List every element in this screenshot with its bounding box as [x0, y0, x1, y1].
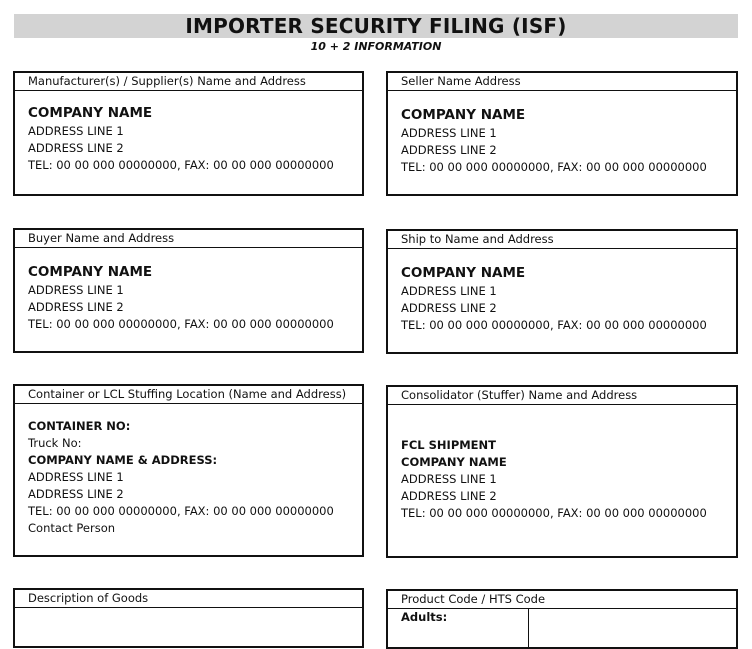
consolidator-shipment: FCL SHIPMENT — [401, 438, 497, 452]
buyer-body — [15, 248, 362, 333]
container-contact-person: Contact Person — [28, 521, 116, 535]
page-subtitle: 10 + 2 INFORMATION — [310, 40, 442, 53]
buyer-address-line-2: ADDRESS LINE 2 — [28, 300, 124, 314]
consolidator-body — [388, 405, 736, 522]
consolidator-address-line-2: ADDRESS LINE 2 — [401, 489, 497, 503]
seller-address-line-1: ADDRESS LINE 1 — [401, 126, 497, 140]
buyer-contact: TEL: 00 00 000 00000000, FAX: 00 00 000 00000000 — [28, 317, 334, 331]
ship-to-address-line-2: ADDRESS LINE 2 — [401, 301, 497, 315]
manufacturer-address-line-1: ADDRESS LINE 1 — [28, 124, 124, 138]
product-header: Product Code / HTS Code — [388, 591, 736, 609]
seller-box — [386, 71, 738, 196]
manufacturer-header: Manufacturer(s) / Supplier(s) Name and Address — [15, 73, 362, 91]
container-address-line-1: ADDRESS LINE 1 — [28, 470, 124, 484]
seller-company: COMPANY NAME — [401, 107, 526, 123]
goods-box — [13, 588, 364, 648]
page-title: IMPORTER SECURITY FILING (ISF) — [185, 14, 567, 38]
manufacturer-contact: TEL: 00 00 000 00000000, FAX: 00 00 000 00000000 — [28, 158, 334, 172]
ship-to-contact: TEL: 00 00 000 00000000, FAX: 00 00 000 00000000 — [401, 318, 707, 332]
ship-to-address-line-1: ADDRESS LINE 1 — [401, 284, 497, 298]
buyer-header: Buyer Name and Address — [15, 230, 362, 248]
ship-to-body — [388, 249, 736, 334]
consolidator-box — [386, 385, 738, 558]
manufacturer-box — [13, 71, 364, 196]
title-bar — [14, 14, 738, 38]
seller-address-line-2: ADDRESS LINE 2 — [401, 143, 497, 157]
ship-to-header: Ship to Name and Address — [388, 231, 736, 249]
buyer-box — [13, 228, 364, 353]
consolidator-header: Consolidator (Stuffer) Name and Address — [388, 387, 736, 405]
product-column-divider — [528, 609, 529, 649]
container-number: CONTAINER NO: — [28, 419, 131, 433]
manufacturer-body — [15, 91, 362, 174]
consolidator-company: COMPANY NAME — [401, 455, 507, 469]
container-box — [13, 384, 364, 557]
container-contact: TEL: 00 00 000 00000000, FAX: 00 00 000 00000000 — [28, 504, 334, 518]
container-address-line-2: ADDRESS LINE 2 — [28, 487, 124, 501]
ship-to-company: COMPANY NAME — [401, 265, 526, 281]
consolidator-address-line-1: ADDRESS LINE 1 — [401, 472, 497, 486]
container-header: Container or LCL Stuffing Location (Name and Address) — [15, 386, 362, 404]
seller-body — [388, 91, 736, 176]
seller-header: Seller Name Address — [388, 73, 736, 91]
truck-number: Truck No: — [28, 436, 82, 450]
adults-label: Adults: — [401, 610, 448, 624]
container-company-address: COMPANY NAME & ADDRESS: — [28, 453, 218, 467]
seller-contact: TEL: 00 00 000 00000000, FAX: 00 00 000 00000000 — [401, 160, 707, 174]
consolidator-contact: TEL: 00 00 000 00000000, FAX: 00 00 000 00000000 — [401, 506, 707, 520]
container-body — [15, 404, 362, 537]
goods-header: Description of Goods — [15, 590, 362, 608]
buyer-address-line-1: ADDRESS LINE 1 — [28, 283, 124, 297]
manufacturer-address-line-2: ADDRESS LINE 2 — [28, 141, 124, 155]
ship-to-box — [386, 229, 738, 354]
buyer-company: COMPANY NAME — [28, 264, 153, 280]
product-grid — [388, 609, 736, 649]
manufacturer-company: COMPANY NAME — [28, 105, 153, 121]
product-box — [386, 589, 738, 649]
